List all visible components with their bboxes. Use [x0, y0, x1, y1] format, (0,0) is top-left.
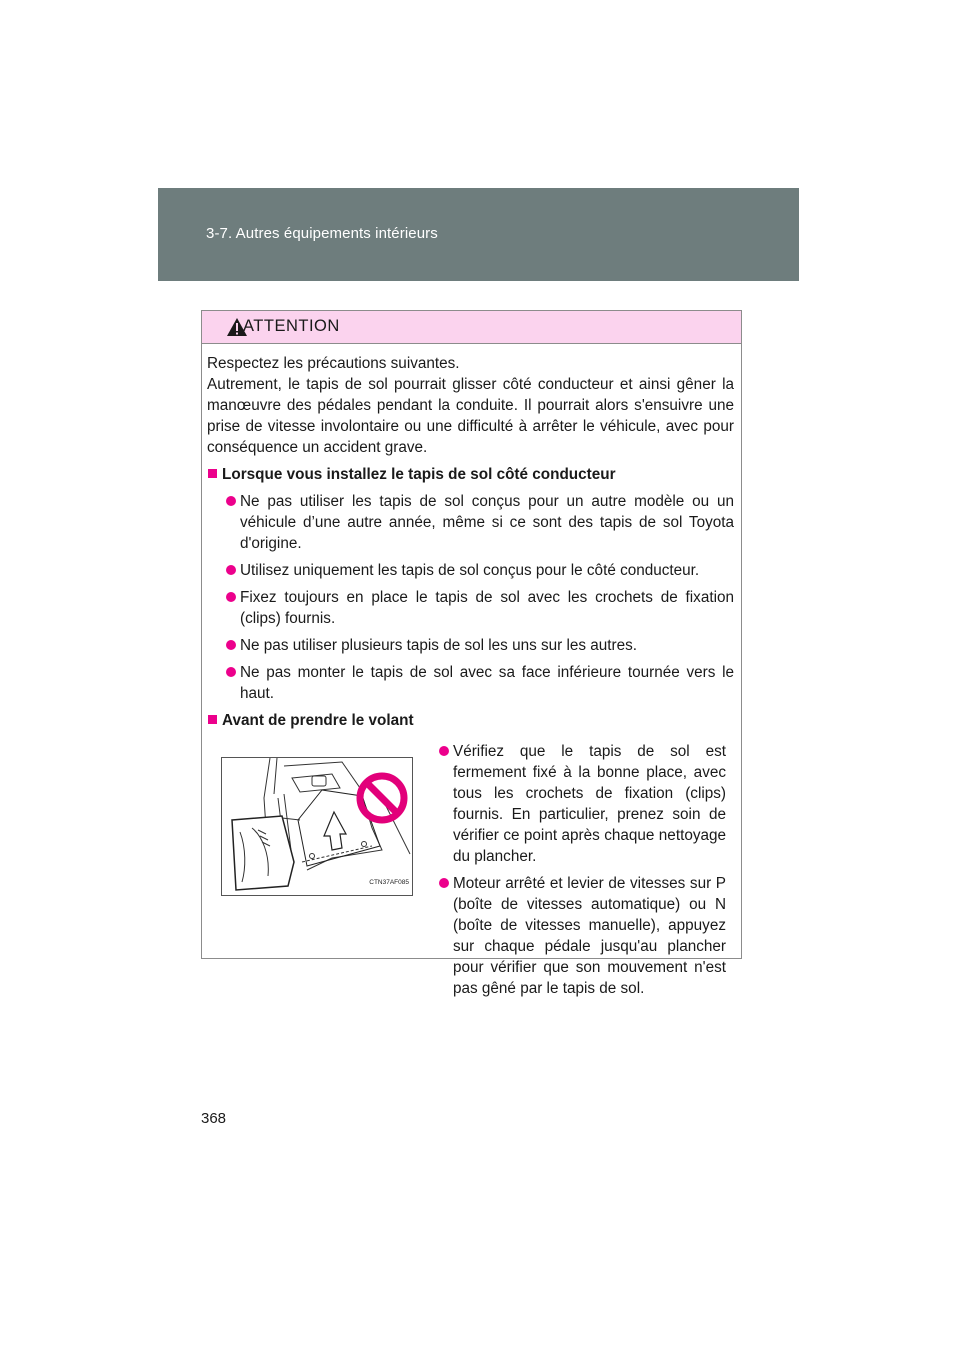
- illustration-column: [207, 735, 433, 999]
- list-item: Utilisez uniquement les tapis de sol conçus pour le côté conducteur.: [207, 560, 734, 581]
- illustration-code: CTN37AF085: [369, 879, 409, 886]
- list-item: Ne pas utiliser plusieurs tapis de sol les uns sur les autres.: [207, 635, 734, 656]
- section-heading-before-driving: Avant de prendre le volant: [207, 710, 734, 731]
- prohibition-icon: [360, 776, 404, 820]
- attention-box: [201, 310, 742, 997]
- text-column: [433, 735, 734, 999]
- floor-mat-illustration: [221, 757, 413, 896]
- section-heading-installation: Lorsque vous installez le tapis de sol côté conducteur: [207, 464, 734, 485]
- attention-header: [202, 311, 741, 344]
- round-bullet-icon: [226, 565, 236, 575]
- list-item: Fixez toujours en place le tapis de sol avec les crochets de fixation (clips) fournis.: [207, 587, 734, 629]
- page-number: 368: [201, 1110, 227, 1127]
- section-title: 3-7. Autres équipements intérieurs: [206, 225, 438, 242]
- round-bullet-icon: [226, 496, 236, 506]
- round-bullet-icon: [226, 667, 236, 677]
- intro-line: Respectez les précautions suivantes.: [207, 355, 460, 372]
- list-item: Vérifiez que le tapis de sol est fermement fixé à la bonne place, avec tous les crochets de fixation (clips) fournis. En particulier, prenez soin de vérifier ce point après chaque nettoyage du plancher.: [433, 741, 726, 867]
- list-item: Ne pas monter le tapis de sol avec sa face inférieure tournée vers le haut.: [207, 662, 734, 704]
- round-bullet-icon: [439, 746, 449, 756]
- header-band: [158, 188, 799, 281]
- list-item: Ne pas utiliser les tapis de sol conçus pour un autre modèle ou un véhicule d’une autre année, même si ce sont des tapis de sol Toyota d'origine.: [207, 491, 734, 554]
- attention-label: ATTENTION: [243, 317, 340, 335]
- illustrated-section: [207, 735, 734, 999]
- round-bullet-icon: [226, 592, 236, 602]
- intro-paragraph: Autrement, le tapis de sol pourrait glisser côté conducteur et ainsi gêner la manœuvre des pédales pendant la conduite. Il pourrait alors s'ensuivre une prise de vitesse involontaire ou une difficulté à arrêter le véhicule, avec pour conséquence un accident grave.: [207, 376, 734, 456]
- square-bullet-icon: [208, 715, 217, 724]
- list-item: Moteur arrêté et levier de vitesses sur P (boîte de vitesses automatique) ou N (boîte de vitesses manuelle), appuyez sur chaque pédale jusqu'au plancher pour vérifier que son mouvement n'est pas gêné par le tapis de sol.: [433, 873, 726, 999]
- square-bullet-icon: [208, 469, 217, 478]
- attention-body: [202, 344, 741, 999]
- round-bullet-icon: [439, 878, 449, 888]
- round-bullet-icon: [226, 640, 236, 650]
